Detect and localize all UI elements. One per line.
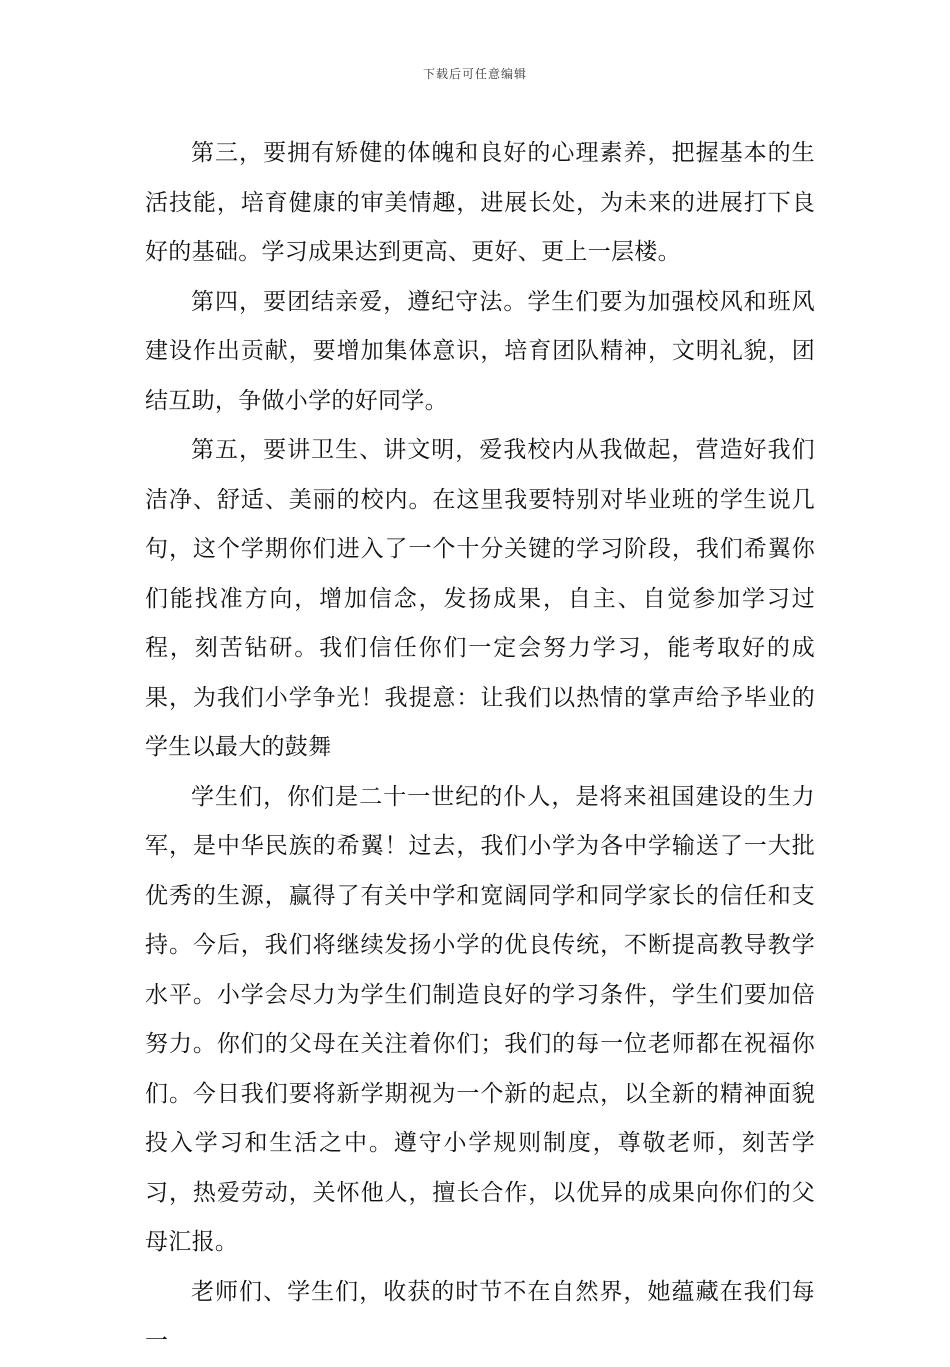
paragraph-third-point: 第三，要拥有矫健的体魄和良好的心理素养，把握基本的生活技能，培育健康的审美情趣，进展长处，为未来的进展打下良好的基础。学习成果达到更高、更好、更上一层楼。 — [145, 140, 815, 265]
paragraph-closing: 老师们、学生们，收获的时节不在自然界，她蕴藏在我们每一 — [145, 1278, 815, 1354]
paragraph-fifth-point: 第五，要讲卫生、讲文明，爱我校内从我做起，营造好我们洁净、舒适、美丽的校内。在这里我要特别对毕业班的学生说几句，这个学期你们进入了一个十分关键的学习阶段，我们希翼你们能找准方向，增加信念，发扬成果，自主、自觉参加学习过程，刻苦钻研。我们信任你们一定会努力学习，能考取好的成果，为我们小学争光！我提意：让我们以热情的掌声给予毕业的学生以最大的鼓舞 — [145, 437, 815, 760]
paragraph-fourth-point: 第四，要团结亲爱，遵纪守法。学生们要为加强校风和班风建设作出贡献，要增加集体意识，培育团队精神，文明礼貌，团结互助，争做小学的好同学。 — [145, 288, 815, 414]
paragraph-students-address: 学生们，你们是二十一世纪的仆人，是将来祖国建设的生力军，是中华民族的希翼！过去，我们小学为各中学输送了一大批优秀的生源，赢得了有关中学和宽阔同学和同学家长的信任和支持。今后，我们将继续发扬小学的优良传统，不断提高教导教学水平。小学会尽力为学生们制造良好的学习条件，学生们要加倍努力。你们的父母在关注着你们；我们的每一位老师都在祝福你们。今日我们要将新学期视为一个新的起点，以全新的精神面貌投入学习和生活之中。遵守小学规则制度，尊敬老师，刻苦学习，热爱劳动，关怀他人，擅长合作，以优异的成果向你们的父母汇报。 — [145, 783, 815, 1255]
page-header: 下载后可任意编辑 — [422, 67, 527, 81]
document-body — [145, 129, 815, 1367]
